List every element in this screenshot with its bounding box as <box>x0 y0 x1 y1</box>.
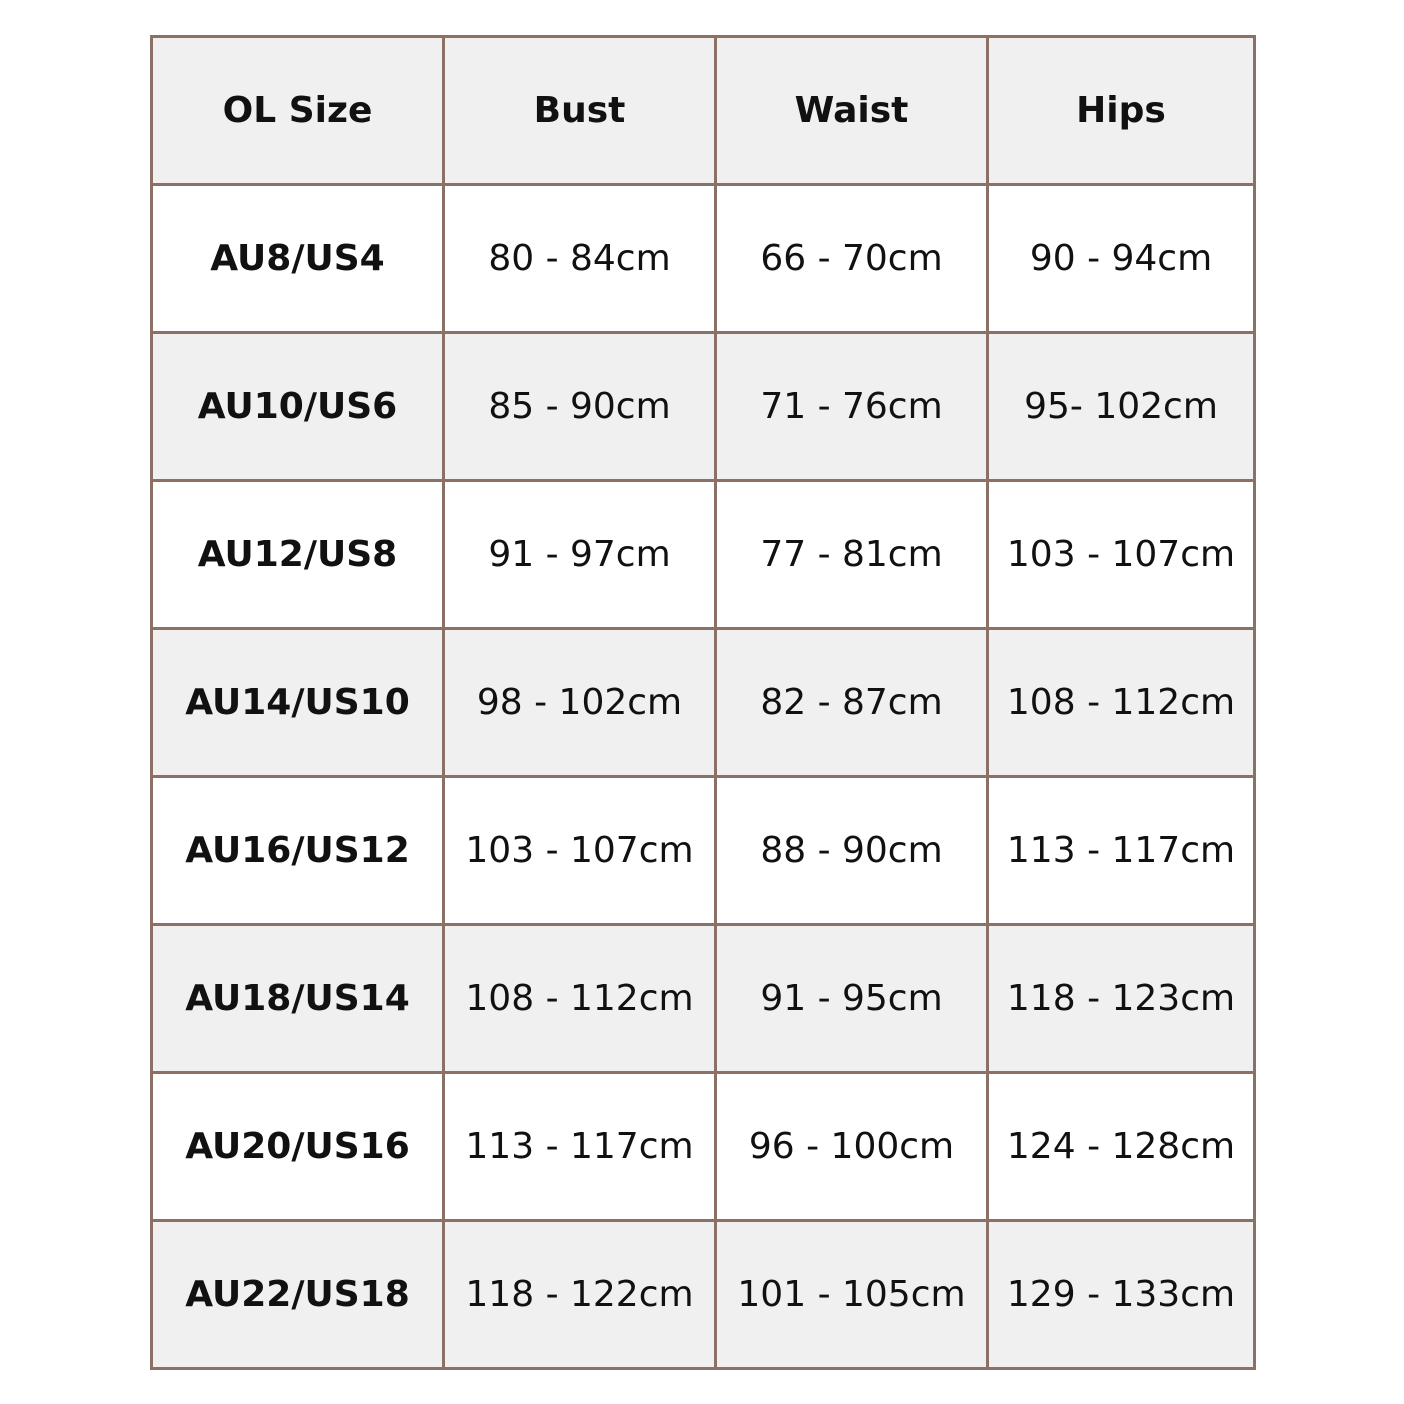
table-row <box>152 925 1255 1073</box>
hips-cell: 95- 102cm <box>988 333 1255 481</box>
table-row <box>152 481 1255 629</box>
header-ol-size: OL Size <box>152 37 444 185</box>
size-cell: AU10/US6 <box>152 333 444 481</box>
bust-cell: 85 - 90cm <box>444 333 716 481</box>
header-waist: Waist <box>716 37 988 185</box>
hips-cell: 103 - 107cm <box>988 481 1255 629</box>
size-cell: AU14/US10 <box>152 629 444 777</box>
hips-cell: 118 - 123cm <box>988 925 1255 1073</box>
hips-cell: 124 - 128cm <box>988 1073 1255 1221</box>
bust-cell: 80 - 84cm <box>444 185 716 333</box>
bust-cell: 118 - 122cm <box>444 1221 716 1369</box>
size-cell: AU8/US4 <box>152 185 444 333</box>
waist-cell: 82 - 87cm <box>716 629 988 777</box>
table-body <box>152 185 1255 1369</box>
hips-cell: 129 - 133cm <box>988 1221 1255 1369</box>
table-row <box>152 333 1255 481</box>
waist-cell: 96 - 100cm <box>716 1073 988 1221</box>
waist-cell: 77 - 81cm <box>716 481 988 629</box>
waist-cell: 101 - 105cm <box>716 1221 988 1369</box>
table-row <box>152 185 1255 333</box>
bust-cell: 113 - 117cm <box>444 1073 716 1221</box>
header-bust: Bust <box>444 37 716 185</box>
size-cell: AU18/US14 <box>152 925 444 1073</box>
size-chart-table <box>150 35 1256 1370</box>
waist-cell: 88 - 90cm <box>716 777 988 925</box>
bust-cell: 103 - 107cm <box>444 777 716 925</box>
size-cell: AU16/US12 <box>152 777 444 925</box>
bust-cell: 108 - 112cm <box>444 925 716 1073</box>
bust-cell: 91 - 97cm <box>444 481 716 629</box>
table-row <box>152 629 1255 777</box>
size-cell: AU22/US18 <box>152 1221 444 1369</box>
hips-cell: 113 - 117cm <box>988 777 1255 925</box>
header-row <box>152 37 1255 185</box>
size-cell: AU20/US16 <box>152 1073 444 1221</box>
hips-cell: 90 - 94cm <box>988 185 1255 333</box>
waist-cell: 66 - 70cm <box>716 185 988 333</box>
waist-cell: 71 - 76cm <box>716 333 988 481</box>
table-row <box>152 1073 1255 1221</box>
size-cell: AU12/US8 <box>152 481 444 629</box>
table-row <box>152 1221 1255 1369</box>
table-header <box>152 37 1255 185</box>
bust-cell: 98 - 102cm <box>444 629 716 777</box>
table-row <box>152 777 1255 925</box>
header-hips: Hips <box>988 37 1255 185</box>
hips-cell: 108 - 112cm <box>988 629 1255 777</box>
waist-cell: 91 - 95cm <box>716 925 988 1073</box>
